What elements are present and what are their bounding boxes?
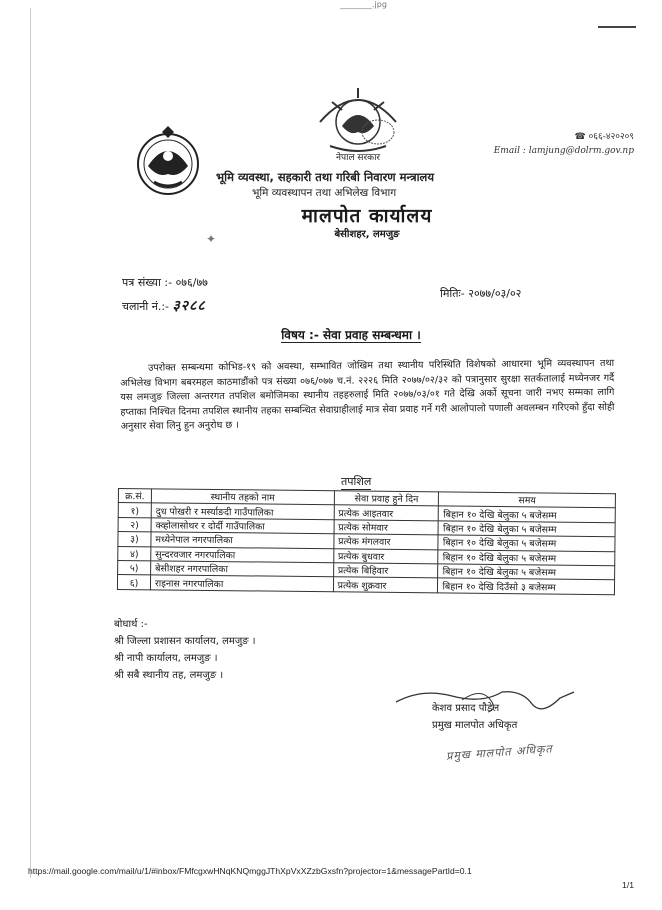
- reference-number: पत्र संख्या :- ०७६/७७: [122, 276, 208, 289]
- signer-title: प्रमुख मालपोत अधिकृत: [432, 720, 518, 731]
- dispatch-label: चलानी नं.:-: [122, 300, 170, 313]
- cell-service-day: प्रत्येक शुक्रवार: [333, 577, 438, 592]
- copy-to-item: श्री सबै स्थानीय तह, लमजुङ ।: [114, 670, 224, 681]
- email-address: Email : lamjung@dolrm.gov.np: [493, 146, 634, 156]
- cell-time: बिहान १० देखि बेलुका ५ बजेसम्म: [438, 535, 615, 551]
- phone-number: ☎ ०६६-४२०२०९: [574, 132, 634, 142]
- cell-local-level: राइनास नगरपालिका: [150, 575, 333, 591]
- cell-service-day: प्रत्येक बिहिवार: [333, 563, 438, 578]
- copy-to-item: श्री जिल्ला प्रशासन कार्यालय, लमजुङ ।: [114, 636, 256, 647]
- office-address: [0, 226, 662, 240]
- top-filename: ________.jpg: [340, 0, 387, 9]
- office-title: [0, 202, 662, 228]
- cell-serial: १): [118, 503, 151, 518]
- page-number: 1/1: [622, 880, 634, 890]
- dispatch-value: ३२८८: [172, 298, 206, 314]
- header-service-day: सेवा प्रवाह हुने दिन: [334, 491, 439, 506]
- signer-block: [432, 700, 517, 734]
- cell-local-level: मध्येनेपाल नगरपालिका: [151, 532, 334, 548]
- nepal-emblem-icon: [132, 126, 204, 198]
- scan-edge-line: [30, 8, 31, 878]
- header-time: समय: [439, 492, 616, 508]
- dispatch-number: [122, 296, 206, 315]
- small-mark-icon: ✦: [206, 232, 217, 246]
- top-right-mark: [598, 26, 636, 28]
- cell-serial: ४): [118, 546, 151, 561]
- letter-subject: [0, 326, 662, 343]
- letter-body: [120, 357, 615, 435]
- cell-local-level: सुन्दरवजार नगरपालिका: [151, 546, 334, 562]
- cell-serial: ५): [118, 560, 151, 575]
- contact-block: [494, 130, 634, 158]
- header-serial: क्र.सं.: [118, 489, 151, 504]
- cell-serial: ६): [117, 575, 150, 590]
- copy-to-block: [114, 616, 256, 684]
- signer-name: केशव प्रसाद पौडेल: [432, 703, 500, 714]
- letter-subject-text: विषय :- सेवा प्रवाह सम्बन्धमा ।: [281, 328, 421, 342]
- schedule-title: तपशिल: [341, 475, 372, 488]
- cell-time: बिहान १० देखि दिउँसो ३ बजेसम्म: [438, 578, 615, 594]
- cell-time: बिहान १० देखि बेलुका ५ बजेसम्म: [438, 549, 615, 565]
- cell-serial: ३): [118, 532, 151, 547]
- copy-to-item: श्री नापी कार्यालय, लमजुङ ।: [114, 653, 218, 664]
- ministry-name: भूमि व्यवस्था, सहकारी तथा गरिबी निवारण मन्त्रालय: [216, 170, 435, 184]
- cell-service-day: प्रत्येक मंगलवार: [334, 534, 439, 549]
- government-tag: नेपाल सरकार: [336, 153, 381, 163]
- cell-service-day: प्रत्येक सोमवार: [334, 520, 439, 535]
- cell-service-day: प्रत्येक आइतवार: [334, 505, 439, 520]
- cell-serial: २): [118, 517, 151, 532]
- print-url: https://mail.google.com/mail/u/1/#inbox/FMfcgxwHNqKNQmggJThXpVxXZzbGxsfn?projector=1&messagePartId=0.1: [28, 866, 472, 876]
- office-address-text: बेसीशहर, लमजुङ: [334, 229, 400, 240]
- letter-date: मितिः- २०७७/०३/०२: [440, 287, 522, 300]
- cell-time: बिहान १० देखि बेलुका ५ बजेसम्म: [439, 521, 616, 537]
- cell-time: बिहान १० देखि बेलुका ५ बजेसम्म: [439, 506, 616, 522]
- official-stamp: प्रमुख मालपोत अधिकृत: [445, 742, 554, 763]
- cell-local-level: दुध पोखरी र मर्स्याङदी गाउँपालिका: [151, 503, 334, 519]
- cell-local-level: क्व्होलासोथर र दोर्दी गाउँपालिका: [151, 518, 334, 534]
- office-title-text: मालपोत कार्यालय: [301, 205, 433, 227]
- header-local-level: स्थानीय तहको नाम: [151, 489, 334, 505]
- cell-service-day: प्रत्येक बुधवार: [333, 548, 438, 563]
- cell-time: बिहान १० देखि बेलुका ५ बजेसम्म: [438, 564, 615, 580]
- body-paragraph: उपरोक्त सम्बन्धमा कोभिड-१९ को अवस्था, सम्भावित जोखिम तथा स्थानीय परिस्थिति विशेषको आधारमा भूमि व्यवस्थापन तथा अभिलेख विभाग बबरमहल काठमाडौंको पत्र संख्या ०७६/०७७ च.नं. २२२६ मिति २०७७/०२/३२ को पत्रानुसार सुरक्षा सतर्कतालाई मध्येनजर गर्दै यस लमजुङ जिल्ला अन्तरगत तपशिल बमोजिमका स्थानीय तहहरुलाई मिति २०७७/०३/०१ गते देखि अर्को सूचना जारी नभए सम्मका लागि हप्ताका निश्चित दिनमा तपशिल स्थानीय तहका सम्बन्धित सेवाग्राहीलाई मात्र सेवा प्रवाह गर्ने गरी आलोपालो पणाली अवलम्बन गरिएको हुँदा सोही अनुसार सेवा लिनु हुन अनुरोध छ ।: [120, 357, 615, 433]
- department-name: भूमि व्यवस्थापन तथा अभिलेख विभाग: [252, 187, 397, 199]
- cell-local-level: बेसीशहर नगरपालिका: [151, 561, 334, 577]
- copy-to-label: बोधार्थ :-: [114, 619, 148, 630]
- schedule-table: [117, 488, 616, 595]
